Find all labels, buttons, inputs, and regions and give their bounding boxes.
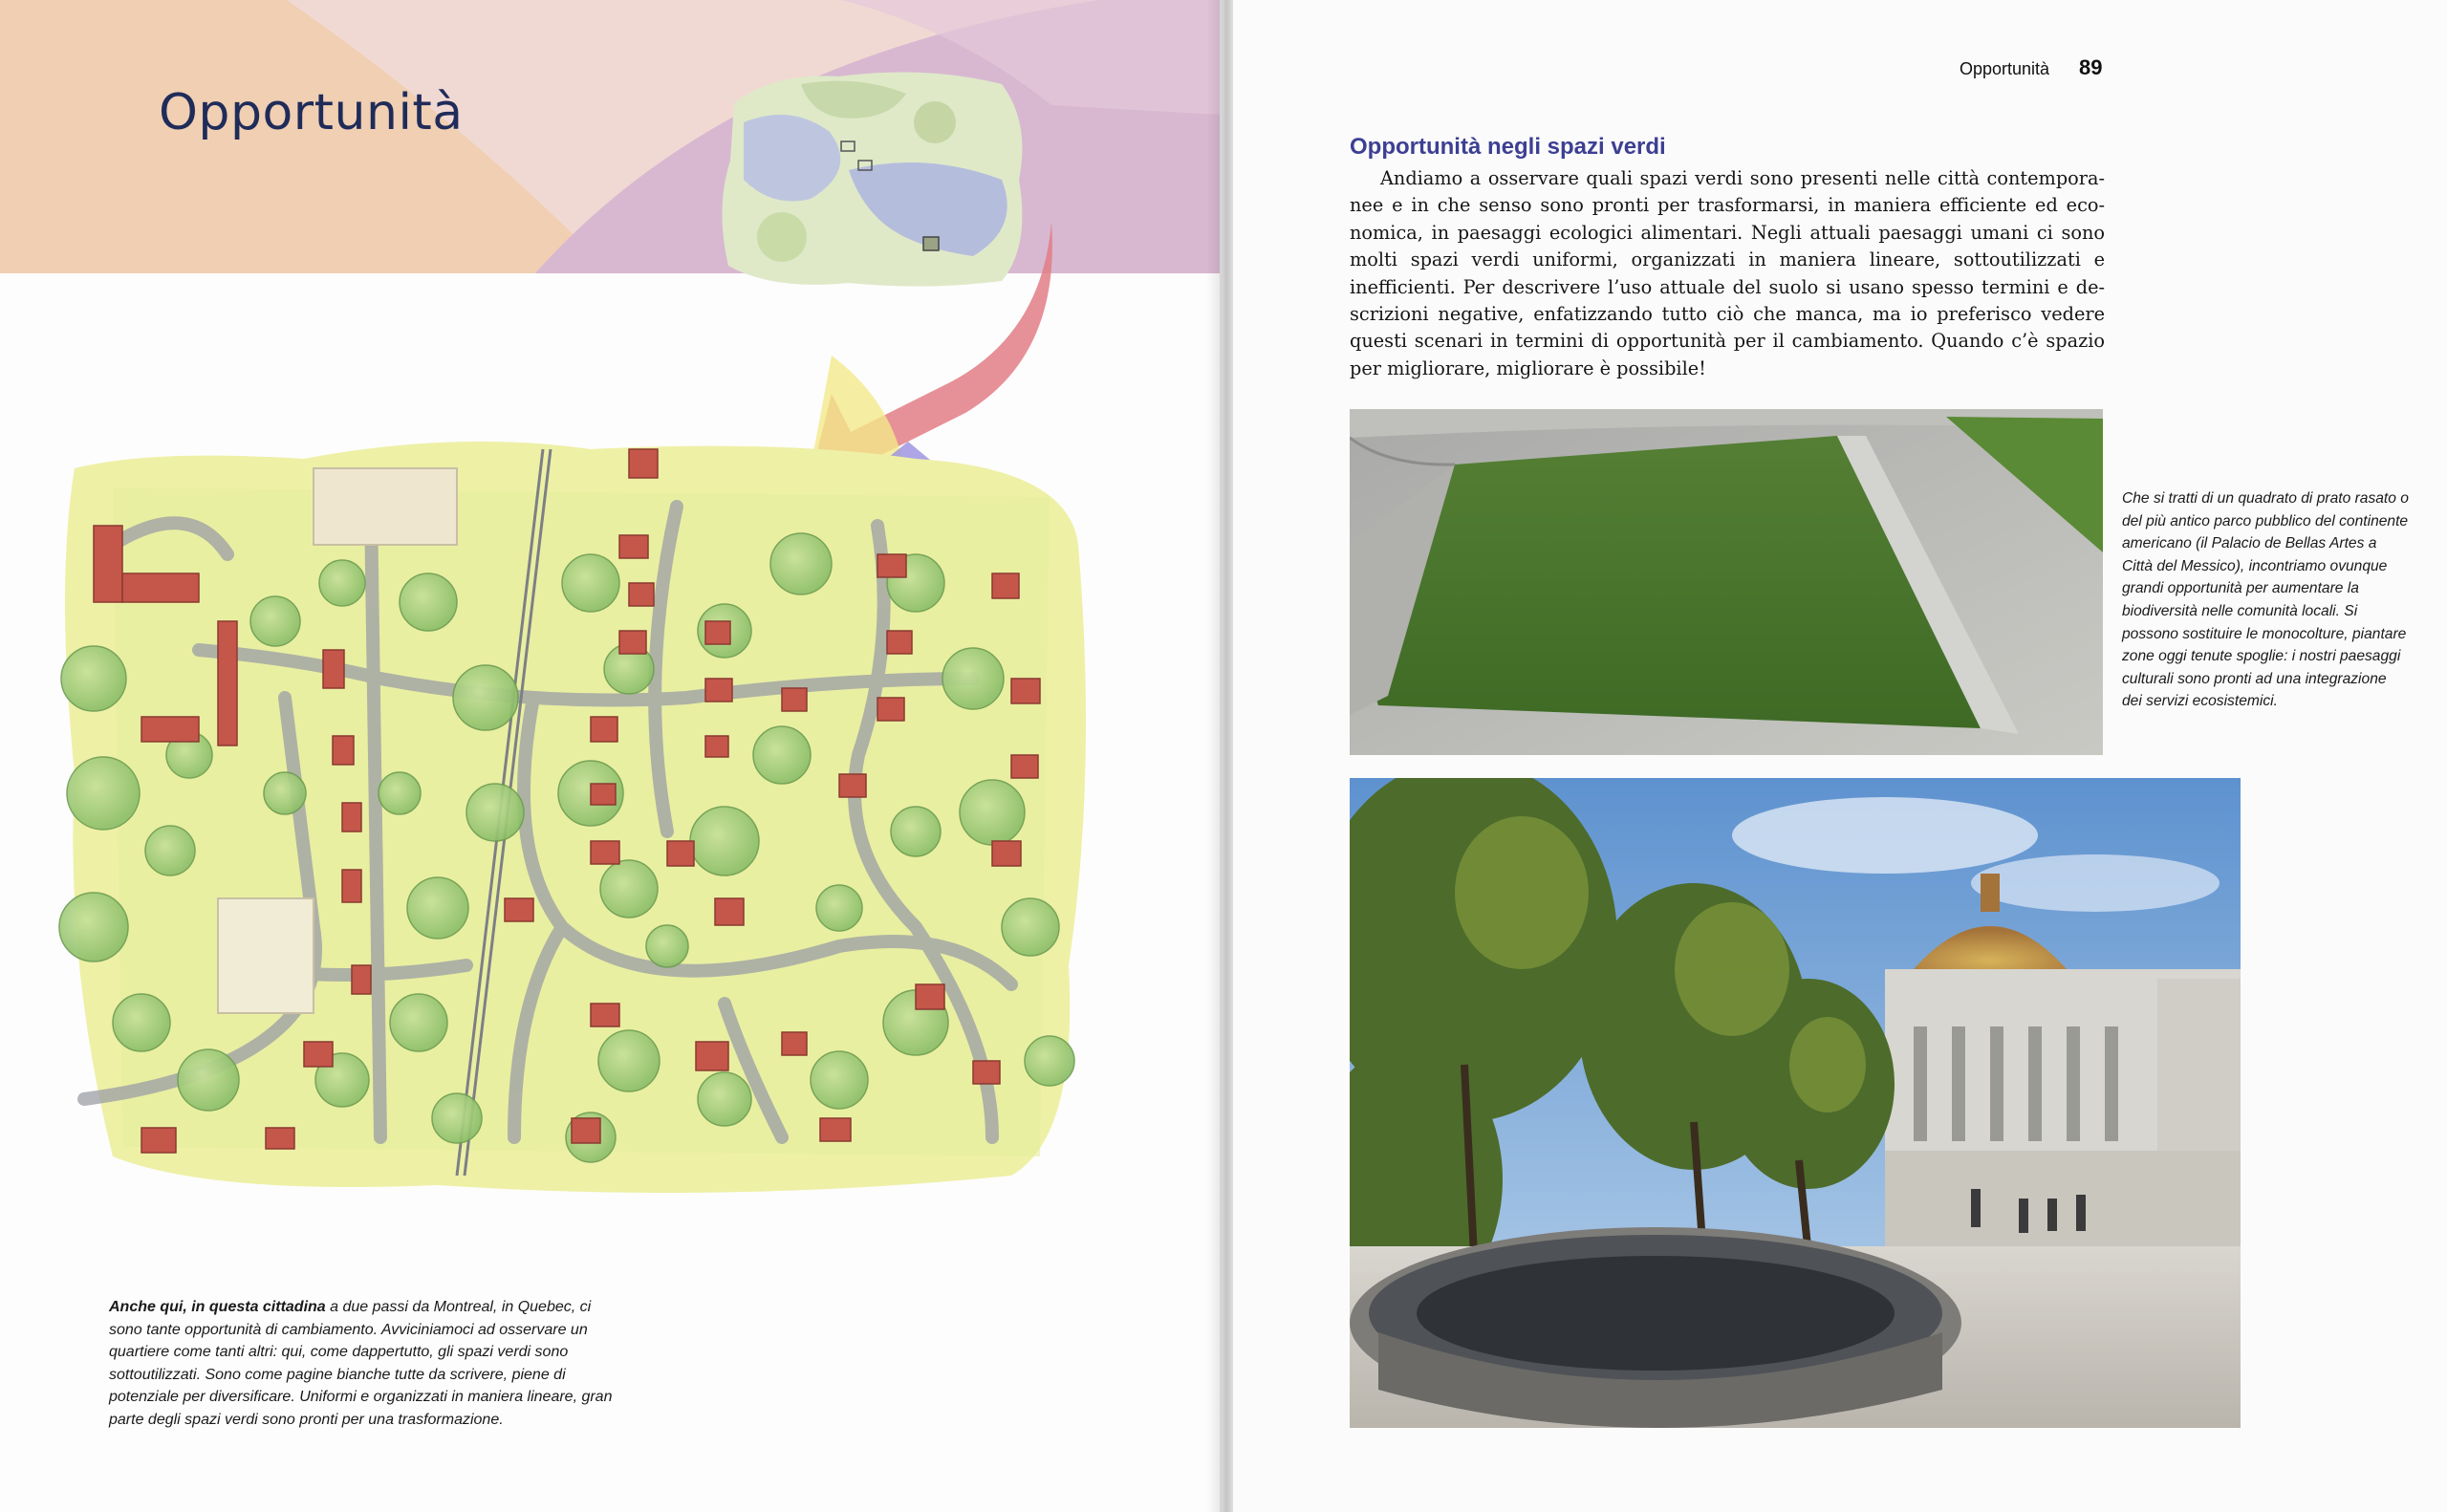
left-page — [0, 0, 1220, 1512]
section-heading: Opportunità negli spazi verdi — [1350, 134, 1666, 160]
map-caption-lead: Anche qui, in questa cittadina — [109, 1299, 326, 1315]
photo-caption: Che si tratti di un quadrato di prato rasato o del più antico parco pubblico del continente americano (il Palacio de Bellas Artes a Città del Messico), incontriamo ovunque grandi opportunità per aumentare la biodiversità nelle comunità locali. Si possono sostituire le monocolture, piantare zone oggi tenute spoglie: i nostri paesaggi culturali sono pronti ad una integrazione dei servizi ecosistemici. — [2122, 490, 2409, 710]
map-caption — [109, 1296, 625, 1431]
running-title: Opportunità — [1960, 59, 2050, 78]
running-head — [1233, 57, 2447, 86]
chapter-title: Opportunità — [159, 84, 464, 141]
lawn-photo — [1350, 409, 2103, 755]
right-page — [1233, 0, 2447, 1512]
map-caption-text: a due passi da Montreal, in Quebec, ci sono tante opportunità di cambiamento. Avviciniamoci ad osservare un quartiere come tanti altri: qui, come dappertutto, gli spazi verdi sono sottoutilizzati. Sono come pagine bianche tutte da scrivere, piene di potenziale per diversificare. Uniformi e organizzati in maniera lineare, gran parte degli spazi verdi sono pronti per una trasformazione. — [109, 1299, 613, 1428]
page-number: 89 — [2079, 55, 2103, 79]
body-paragraph: Andiamo a osservare quali spazi verdi sono presenti nelle città contemporanee e in che senso sono pronti per trasformarsi, in maniera efficiente ed economica, in paesaggi ecologici alimentari. Negli attuali paesaggi umani ci sono molti spazi verdi uniformi, organizzati in maniera lineare, sottoutilizzati e inefficienti. Per descrivere l’uso attuale del suolo si usano spesso termini e descrizioni negative, enfatizzando tutto ciò che manca, ma io preferisco vedere questi scenari in termini di opportunità per il cambiamento. Quando c’è spazio per migliorare, migliorare è possibile! — [1350, 167, 2105, 379]
palacio-bellas-artes-photo — [1350, 778, 2241, 1428]
neighborhood-map-illustration — [55, 392, 1107, 1233]
